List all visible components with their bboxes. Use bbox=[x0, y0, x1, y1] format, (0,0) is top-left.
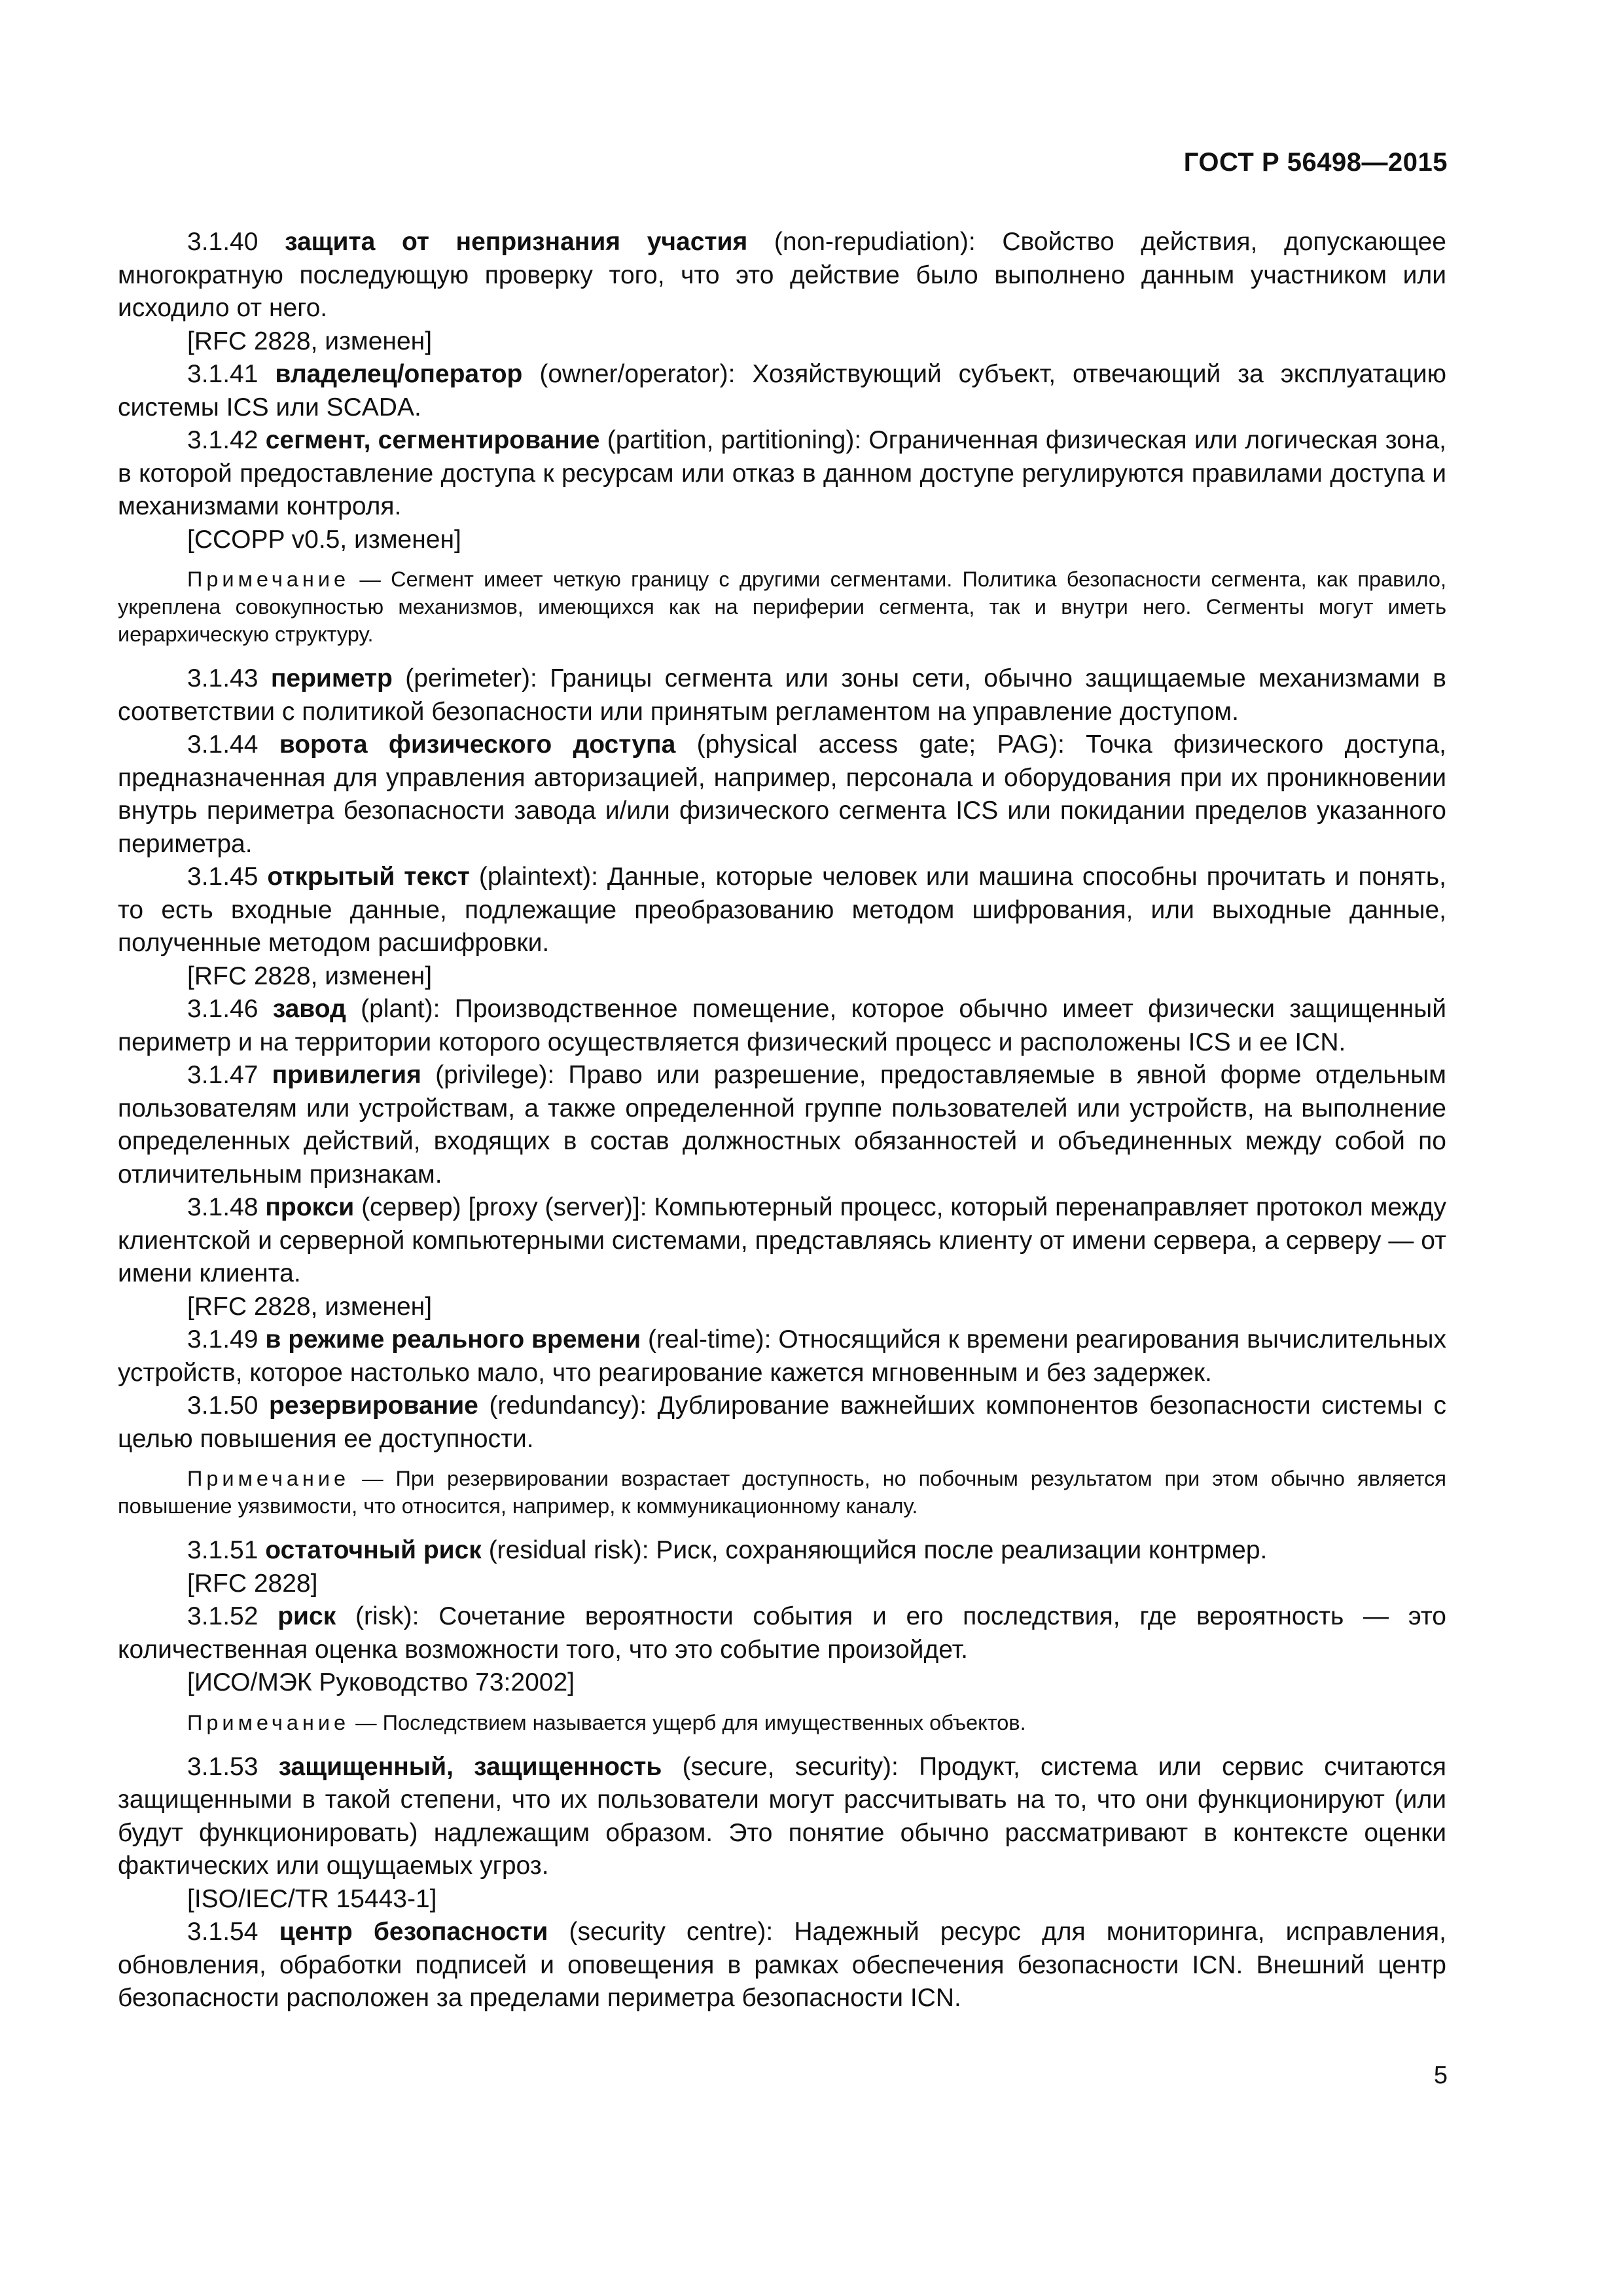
definition-paragraph bbox=[118, 993, 1446, 1059]
definition-number: 3.1.48 bbox=[187, 1193, 259, 1221]
document-body bbox=[118, 226, 1446, 2015]
definition-paragraph bbox=[118, 1534, 1446, 1568]
definition-paragraph bbox=[118, 1059, 1446, 1191]
definition-term: резервирование bbox=[269, 1391, 478, 1420]
definition-number: 3.1.49 bbox=[187, 1325, 259, 1354]
definition-term: защищенный, защищенность bbox=[278, 1752, 662, 1781]
definition-paragraph bbox=[118, 1916, 1446, 2015]
definition-paragraph bbox=[118, 1191, 1446, 1291]
note-paragraph bbox=[118, 1465, 1446, 1520]
definition-text: (secure, security): Продукт, система или сервис считаются защищенными в такой степени, что их пользователи могут рассчитывать на то, что они функционируют (или будут функционировать) надлежащим образом. Это понятие обычно рассматривают в контексте оценки фактических или ощущаемых угроз. bbox=[118, 1752, 1446, 1880]
definition-paragraph bbox=[118, 358, 1446, 424]
source-reference: [RFC 2828, изменен] bbox=[187, 961, 433, 990]
definition-number: 3.1.41 bbox=[187, 360, 259, 388]
definition-text: (plaintext): Данные, которые человек или машина способны прочитать и понять, то есть входные данные, подлежащие преобразованию методом шифрования, или выходные данные, полученные методом расшифровки. bbox=[118, 863, 1446, 957]
definition-paragraph bbox=[118, 424, 1446, 524]
definition-term: владелец/оператор bbox=[275, 360, 523, 388]
definition-term: защита от непризнания участия bbox=[285, 228, 748, 256]
document-header-id: ГОСТ Р 56498—2015 bbox=[1183, 148, 1448, 177]
definition-term: сегмент, сегментирование bbox=[265, 426, 600, 454]
note-label: Примечание bbox=[187, 1467, 350, 1490]
page-number: 5 bbox=[1433, 2062, 1448, 2089]
definition-term: периметр bbox=[270, 664, 393, 692]
definition-number: 3.1.54 bbox=[187, 1918, 259, 1946]
definition-paragraph bbox=[118, 226, 1446, 325]
definition-term: привилегия bbox=[272, 1061, 421, 1089]
definition-paragraph bbox=[118, 1751, 1446, 1883]
definition-text: (risk): Сочетание вероятности события и его последствия, где вероятность — это количественная оценка возможности того, что это событие произойдет. bbox=[118, 1602, 1447, 1664]
definition-number: 3.1.40 bbox=[187, 228, 259, 256]
source-reference: [ISO/IEC/TR 15443-1] bbox=[187, 1884, 437, 1913]
definition-text: (residual risk): Риск, сохраняющийся после реализации контрмер. bbox=[488, 1536, 1268, 1564]
note-label: Примечание bbox=[187, 567, 350, 591]
definition-text: (privilege): Право или разрешение, предоставляемые в явной форме отдельным пользователям или устройствам, а также определенной группе пользователей или устройств, на выполнение определенных действий, входящих в состав должностных обязанностей и объединенных между собой по отличительным признакам. bbox=[118, 1061, 1446, 1189]
definition-term: ворота физического доступа bbox=[279, 730, 676, 759]
note-paragraph bbox=[118, 565, 1446, 648]
definition-paragraph bbox=[118, 662, 1446, 728]
definition-term: прокси bbox=[265, 1193, 355, 1221]
definition-text: (plant): Производственное помещение, которое обычно имеет физически защищенный периметр и на территории которого осуществляется физический процесс и расположены ICS и ее ICN. bbox=[118, 995, 1446, 1056]
definition-text: (real-time): Относящийся к времени реагирования вычислительных устройств, которое настолько мало, что реагирование кажется мгновенным и без задержек. bbox=[118, 1325, 1447, 1387]
source-reference: [RFC 2828] bbox=[187, 1569, 318, 1598]
definition-number: 3.1.53 bbox=[187, 1752, 259, 1781]
definition-number: 3.1.50 bbox=[187, 1391, 259, 1420]
source-reference: [RFC 2828, изменен] bbox=[187, 1292, 433, 1321]
note-paragraph bbox=[118, 1709, 1446, 1736]
definition-text: (perimeter): Границы сегмента или зоны сети, обычно защищаемые механизмами в соответствии с политикой безопасности или принятым регламентом на управление доступом. bbox=[118, 664, 1446, 726]
definition-text: (security centre): Надежный ресурс для мониторинга, исправления, обновления, обработки подписей и оповещения в рамках обеспечения безопасности ICN. Внешний центр безопасности расположен за пределами периметра безопасности ICN. bbox=[118, 1918, 1447, 2012]
definition-paragraph bbox=[118, 1390, 1446, 1456]
definition-text: (physical access gate; PAG): Точка физического доступа, предназначенная для управления авторизацией, например, персонала и оборудования при их проникновении внутрь периметра безопасности завода и/или физического сегмента ICS или покидании пределов указанного периметра. bbox=[118, 730, 1447, 858]
definition-term: открытый текст bbox=[267, 863, 470, 891]
definition-term: центр безопасности bbox=[279, 1918, 548, 1946]
definition-number: 3.1.45 bbox=[187, 863, 259, 891]
note-label: Примечание bbox=[187, 1710, 350, 1734]
source-reference: [ИСО/МЭК Руководство 73:2002] bbox=[187, 1668, 575, 1696]
definition-paragraph bbox=[118, 1323, 1446, 1390]
source-reference: [CCOPP v0.5, изменен] bbox=[187, 525, 461, 554]
definition-term: в режиме реального времени bbox=[265, 1325, 641, 1354]
definition-text: (redundancy): Дублирование важнейших компонентов безопасности системы с целью повышения ее доступности. bbox=[118, 1391, 1446, 1453]
definition-text: (non-repudiation): Свойство действия, допускающее многократную последующую проверку того, что это действие было выполнено данным участником или исходило от него. bbox=[118, 228, 1446, 322]
definition-text: (owner/operator): Хозяйствующий субъект, отвечающий за эксплуатацию системы ICS или SCADA. bbox=[118, 360, 1446, 422]
definition-paragraph bbox=[118, 1600, 1446, 1666]
definition-term: завод bbox=[272, 995, 346, 1023]
definition-text: (partition, partitioning): Ограниченная физическая или логическая зона, в которой предоставление доступа к ресурсам или отказ в данном доступе регулируются правилами доступа и механизмами контроля. bbox=[118, 426, 1446, 520]
definition-number: 3.1.43 bbox=[187, 664, 259, 692]
note-text: — Последствием называется ущерб для имущественных объектов. bbox=[355, 1710, 1026, 1734]
note-text: — Сегмент имеет четкую границу с другими сегментами. Политика безопасности сегмента, как правило, укреплена совокупностью механизмов, имеющихся как на периферии сегмента, так и внутри него. Сегменты могут иметь иерархическую структуру. bbox=[118, 567, 1446, 646]
definition-number: 3.1.52 bbox=[187, 1602, 259, 1630]
definition-number: 3.1.44 bbox=[187, 730, 259, 759]
definition-paragraph bbox=[118, 728, 1446, 861]
definition-number: 3.1.51 bbox=[187, 1536, 259, 1564]
definition-number: 3.1.46 bbox=[187, 995, 259, 1023]
source-reference: [RFC 2828, изменен] bbox=[187, 327, 433, 355]
definition-term: риск bbox=[277, 1602, 336, 1630]
definition-number: 3.1.42 bbox=[187, 426, 259, 454]
note-text: — При резервировании возрастает доступность, но побочным результатом при этом обычно является повышение уязвимости, что относится, например, к коммуникационному каналу. bbox=[118, 1467, 1446, 1518]
definition-paragraph bbox=[118, 861, 1446, 960]
definition-term: остаточный риск bbox=[265, 1536, 482, 1564]
definition-number: 3.1.47 bbox=[187, 1061, 259, 1089]
definition-text: (сервер) [proxy (server)]: Компьютерный процесс, который перенаправляет протокол между клиентской и серверной компьютерными системами, представляясь клиенту от имени сервера, а серверу — от имени клиента. bbox=[118, 1193, 1446, 1287]
